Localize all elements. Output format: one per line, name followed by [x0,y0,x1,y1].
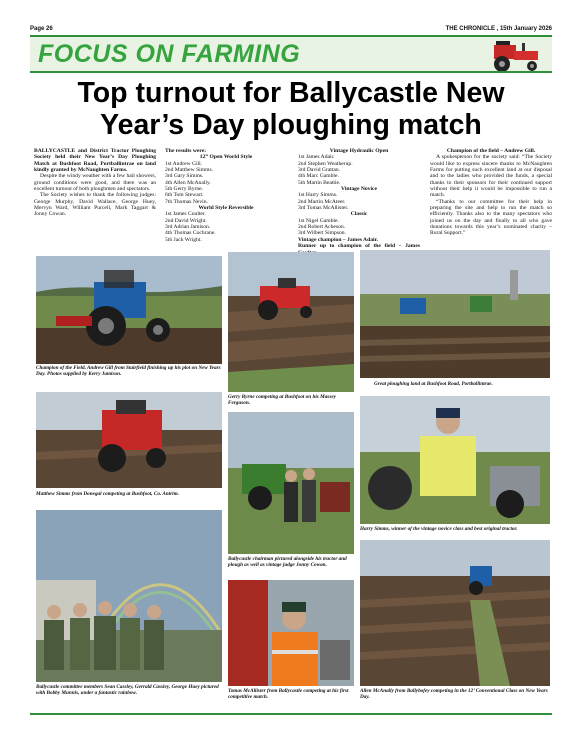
page-header [30,25,552,35]
class-title: Classic [350,211,368,218]
result-entry: 6th Tom Stewart. [165,192,204,199]
photo-caption: Ballycastle committee members Sean Cassley, Gerrald Cassley, George Huey pictured with Bobby Munnis, under a fantastic rainbow. [36,684,219,696]
class-title: Vintage Hydraulic Open [329,148,389,154]
class-title: Vintage Novice [341,186,377,193]
runner-up: Runner up to champion of the field – James [298,243,420,250]
article-paragraph: A spokesperson for the society said: “The Society would like to express sincere thanks to McNaughten Farms for putting such excellent land at our disposal and to the ladies who provided the funds, a special thanks to their sponsors for their continued support without their help it would be impossible to run a match. [430,154,552,199]
photo-allen-mcanally [360,540,550,686]
tractor-illustration [476,39,546,73]
result-entry: 1st Nigel Gamble. [298,217,339,224]
result-entry: 1st Andrew Gill. [165,160,203,167]
article-column-1 [34,148,156,218]
result-entry: 2nd David Wright. [165,217,207,224]
article-paragraph: Despite the windy weather with a few hail showers, ground conditions were good, and there was an excellent turnout of both ploughmen and spectators. [34,173,156,193]
photo-caption: Tomas McAllister from Ballycastle competing at his first competitive match. [228,688,349,700]
result-entry: 5th Martin Beattie. [298,179,341,186]
result-entry: 1st James Adair. [298,154,335,161]
photo-caption: Matthew Simms from Donegal competing at Bushfoot, Co. Antrim. [36,491,179,497]
section-banner [30,35,552,73]
photo-harry-simms [360,396,550,524]
result-entry: 1st Harry Simms. [298,192,338,199]
result-entry: 3rd David Grattan. [298,167,341,174]
photo-committee-rainbow [36,510,222,682]
result-entry: 2nd Matthew Simms. [165,167,214,174]
photo-caption: Gerry Byrne competing at Bushfoot on his Massey Ferguson. [228,394,336,406]
photo-tomas-mcallister [228,580,354,686]
footer-rule [30,713,552,715]
result-entry: 3rd Tomas McAllister. [298,205,349,212]
class-title: World Style Reversible [198,205,254,212]
photo-caption: Ballycastle chairman pictured alongside his tractor and plough as well as vintage judge Jonny Cowan. [228,556,347,568]
result-entry: 5th Jack Wright. [165,236,202,243]
result-entry: 7th Thomas Nevin. [165,198,208,205]
page-number: Page 26 [30,26,53,32]
result-entry: 3rd Adrian Jamison. [165,224,211,231]
class-title: 12” Open World Style [199,154,253,161]
photo-caption: Harry Simms, winner of the vintage novice class and best original tractor. [360,526,518,532]
photo-chairman-tractor [228,412,354,554]
article-lead: BALLYCASTLE and District Tractor Ploughing Society held their New Year’s Day Ploughing Match at Bushfoot Road, Portballintrae on land kindly granted by McNaughten Farms. [34,148,156,174]
article-column-2 [165,148,287,243]
photo-massey-ferguson [228,252,354,392]
vintage-champion: Vintage champion – James Adair. [298,236,378,243]
section-title: FOCUS ON FARMING [38,40,301,68]
photo-champion-tractor [36,256,222,364]
photo-matthew-simms [36,392,222,488]
publication-date: THE CHRONICLE , 15th January 2026 [445,26,552,32]
article-paragraph: The Society wishes to thank the following judges: George Murphy, David Wallace, George Huey, Mervyn Ward, William Purcell, Mark Taggart & Jonny Cowan. [34,192,156,218]
result-entry: 2nd Martin McAteer. [298,198,346,205]
champion-of-field: Champion of the field – Andrew Gill. [446,148,536,154]
photo-ploughing-land [360,250,550,378]
result-entry: 3rd Gary Simms. [165,173,204,180]
headline: Top turnout for Ballycastle New Year’s Day ploughing match [77,77,505,141]
results-intro: The results were: [165,148,207,154]
article-column-3 [298,148,420,256]
result-entry: 5th Gerry Byrne. [165,186,204,193]
photo-caption: Champion of the Field, Andrew Gill from Stairfield finishing up his plot on New Years Day. Photos supplied by Kerry Jamison. [36,365,221,377]
result-entry: 2nd Robert Acheson. [298,224,346,231]
photo-caption: Allen McAnally from Ballybofey competing in the 12’ Conventional Class on New Years Day. [360,688,548,700]
result-entry: 1st James Coulter. [165,211,206,218]
result-entry: 4th Allen McAnally. [165,179,211,186]
article-column-4 [430,148,552,237]
result-entry: 2nd Stephen Weatherup. [298,160,353,167]
result-entry: 4th Marc Gamble. [298,173,339,180]
result-entry: 3rd Wilbert Simpson. [298,230,346,237]
result-entry: 4th Thomas Cochrane. [165,230,216,237]
photo-caption: Great ploughing land at Bushfoot Road, Portballintrae. [374,381,493,387]
article-paragraph: “Thanks to our committee for their help in preparing the site and help to run the match so efficiently. Thanks also to the many spectators who joined us on the day and finally to all who gave donations towards this year’s nominated charity – Rural Support.” [430,198,552,237]
